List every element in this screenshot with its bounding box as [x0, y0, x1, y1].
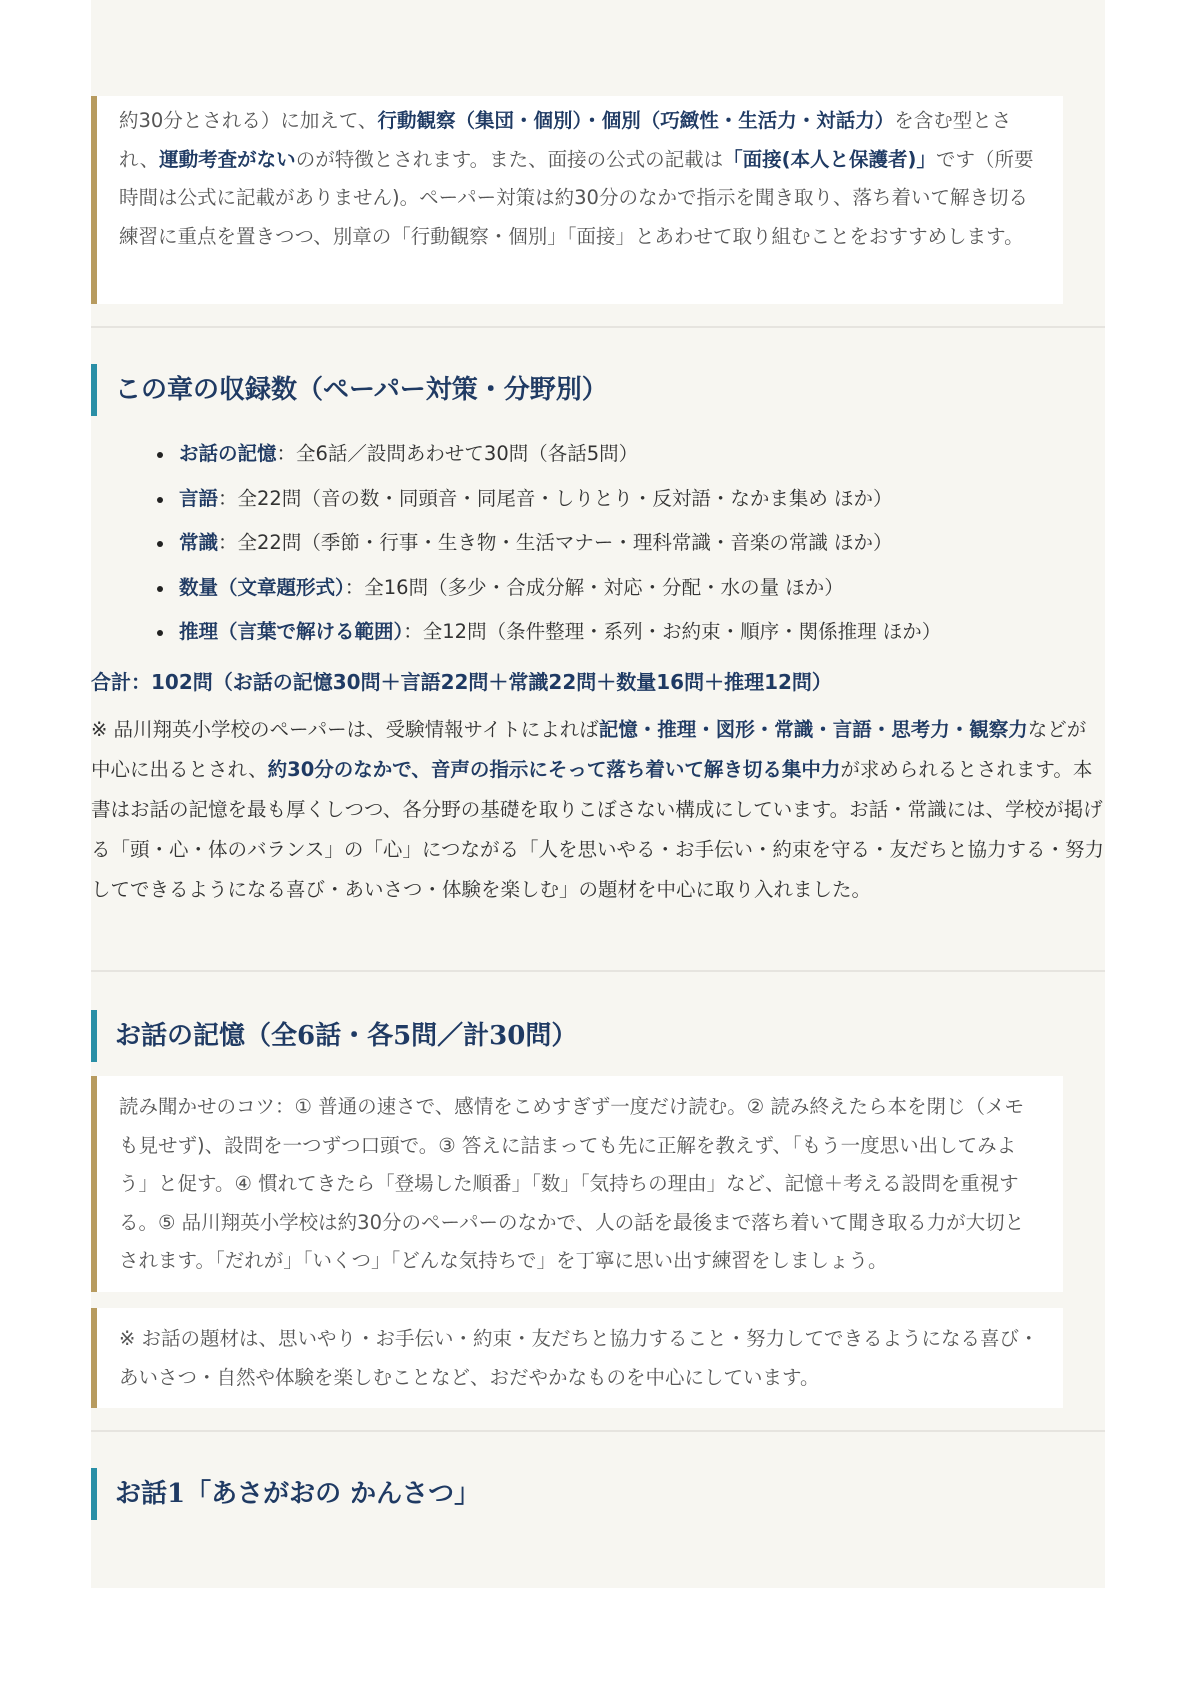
separator: [91, 326, 1105, 328]
content-area: [91, 0, 1105, 1588]
paper-note: [91, 710, 1105, 910]
intro-bold-1: 行動観察（集団・個別）・個別（巧緻性・生活力・対話力）: [377, 109, 895, 132]
intro-text-3: のが特徴とされます。また、面接の公式の記載は: [295, 147, 724, 171]
list-item-label: 推理（言葉で解ける範囲）: [179, 620, 404, 644]
list-item-label: 数量（文章題形式）: [179, 575, 345, 599]
intro-text-4: です（所要時間は公式に記載がありません)。ペーパー対策は約30分のなかで指示を聞き取り、落ち着いて解き切る練習に重点を置きつつ、別章の「行動観察・個別」「面接」とあわせて取り組むことをおすすめします。: [119, 147, 1034, 248]
separator: [91, 970, 1105, 972]
list-item-text: ：全12問（条件整理・系列・お約束・順序・関係推理 ほか）: [403, 620, 942, 644]
section-heading-counts: この章の収録数（ペーパー対策・分野別）: [91, 364, 608, 416]
list-item-text: ：全22問（音の数・同頭音・同尾音・しりとり・反対語・なかま集め ほか）: [218, 486, 893, 510]
list-item-label: 言語: [179, 486, 219, 510]
list-item: [157, 566, 941, 611]
intro-note: [91, 96, 1063, 304]
story-material-note: ※ お話の題材は、思いやり・お手伝い・約束・友だちと協力すること・努力してできるようになる喜び・あいさつ・自然や体験を楽しむことなど、おだやかなものを中心にしています。: [91, 1308, 1063, 1408]
list-item-text: ：全22問（季節・行事・生き物・生活マナー・理科常識・音楽の常識 ほか）: [218, 531, 893, 555]
intro-bold-2: 運動考査がない: [159, 147, 296, 171]
list-item-text: ：全16問（多少・合成分解・対応・分配・水の量 ほか）: [344, 575, 844, 599]
paper-note-text-1: ※ 品川翔英小学校のペーパーは、受験情報サイトによれば: [91, 718, 599, 741]
paper-note-text-3: が求められるとされます。本書はお話の記憶を最も厚くしつつ、各分野の基礎を取りこぼさない構成にしています。お話・常識には、学校が掲げる「頭・心・体のバランス」の「心」につながる「人を思いやる・お手伝い・約束を守る・友だちと協力する・努力してできるようになる喜び・あいさつ・体験を楽しむ」の題材を中心に取り入れました。: [91, 758, 1105, 901]
list-item: [157, 477, 941, 522]
reading-tips-note: 読み聞かせのコツ：① 普通の速さで、感情をこめすぎず一度だけ読む。② 読み終えたら本を閉じ（メモも見せず)、設問を一つずつ口頭で。③ 答えに詰まっても先に正解を教えず、「もう一度思い出してみよう」と促す。④ 慣れてきたら「登場した順番」「数」「気持ちの理由」など、記憶＋考える設問を重視する。⑤ 品川翔英小学校は約30分のペーパーのなかで、人の話を最後まで落ち着いて聞き取る力が大切とされます。「だれが」「いくつ」「どんな気持ちで」を丁寧に思い出す練習をしましょう。: [91, 1076, 1063, 1292]
total-count: 合計：102問（お話の記憶30問＋言語22問＋常識22問＋数量16問＋推理12問）: [91, 670, 832, 694]
list-item-label: 常識: [179, 531, 219, 555]
list-item-text: ：全6話／設問あわせて30問（各話5問）: [276, 442, 639, 465]
intro-text-1: 約30分とされる）に加えて、: [119, 109, 378, 132]
paper-note-text-2: などが中心に出るとされ、: [91, 718, 1087, 781]
paper-note-bold-1: 記憶・推理・図形・常識・言語・思考力・観察力: [598, 718, 1028, 741]
section-heading-story-memory: お話の記憶（全6話・各5問／計30問）: [91, 1010, 577, 1062]
counts-list: [157, 432, 941, 655]
list-item: [157, 432, 941, 477]
section-heading-story-1: お話1「あさがおの かんさつ」: [91, 1468, 480, 1520]
list-item-label: お話の記憶: [179, 442, 277, 465]
list-item: [157, 521, 941, 566]
list-item: [157, 610, 941, 655]
paper-note-bold-2: 約30分のなかで、音声の指示にそって落ち着いて解き切る集中力: [267, 758, 841, 781]
intro-text-2: を含む型とされ、: [119, 109, 1012, 171]
intro-bold-3: 「面接(本人と保護者)」: [723, 147, 936, 171]
separator: [91, 1430, 1105, 1432]
